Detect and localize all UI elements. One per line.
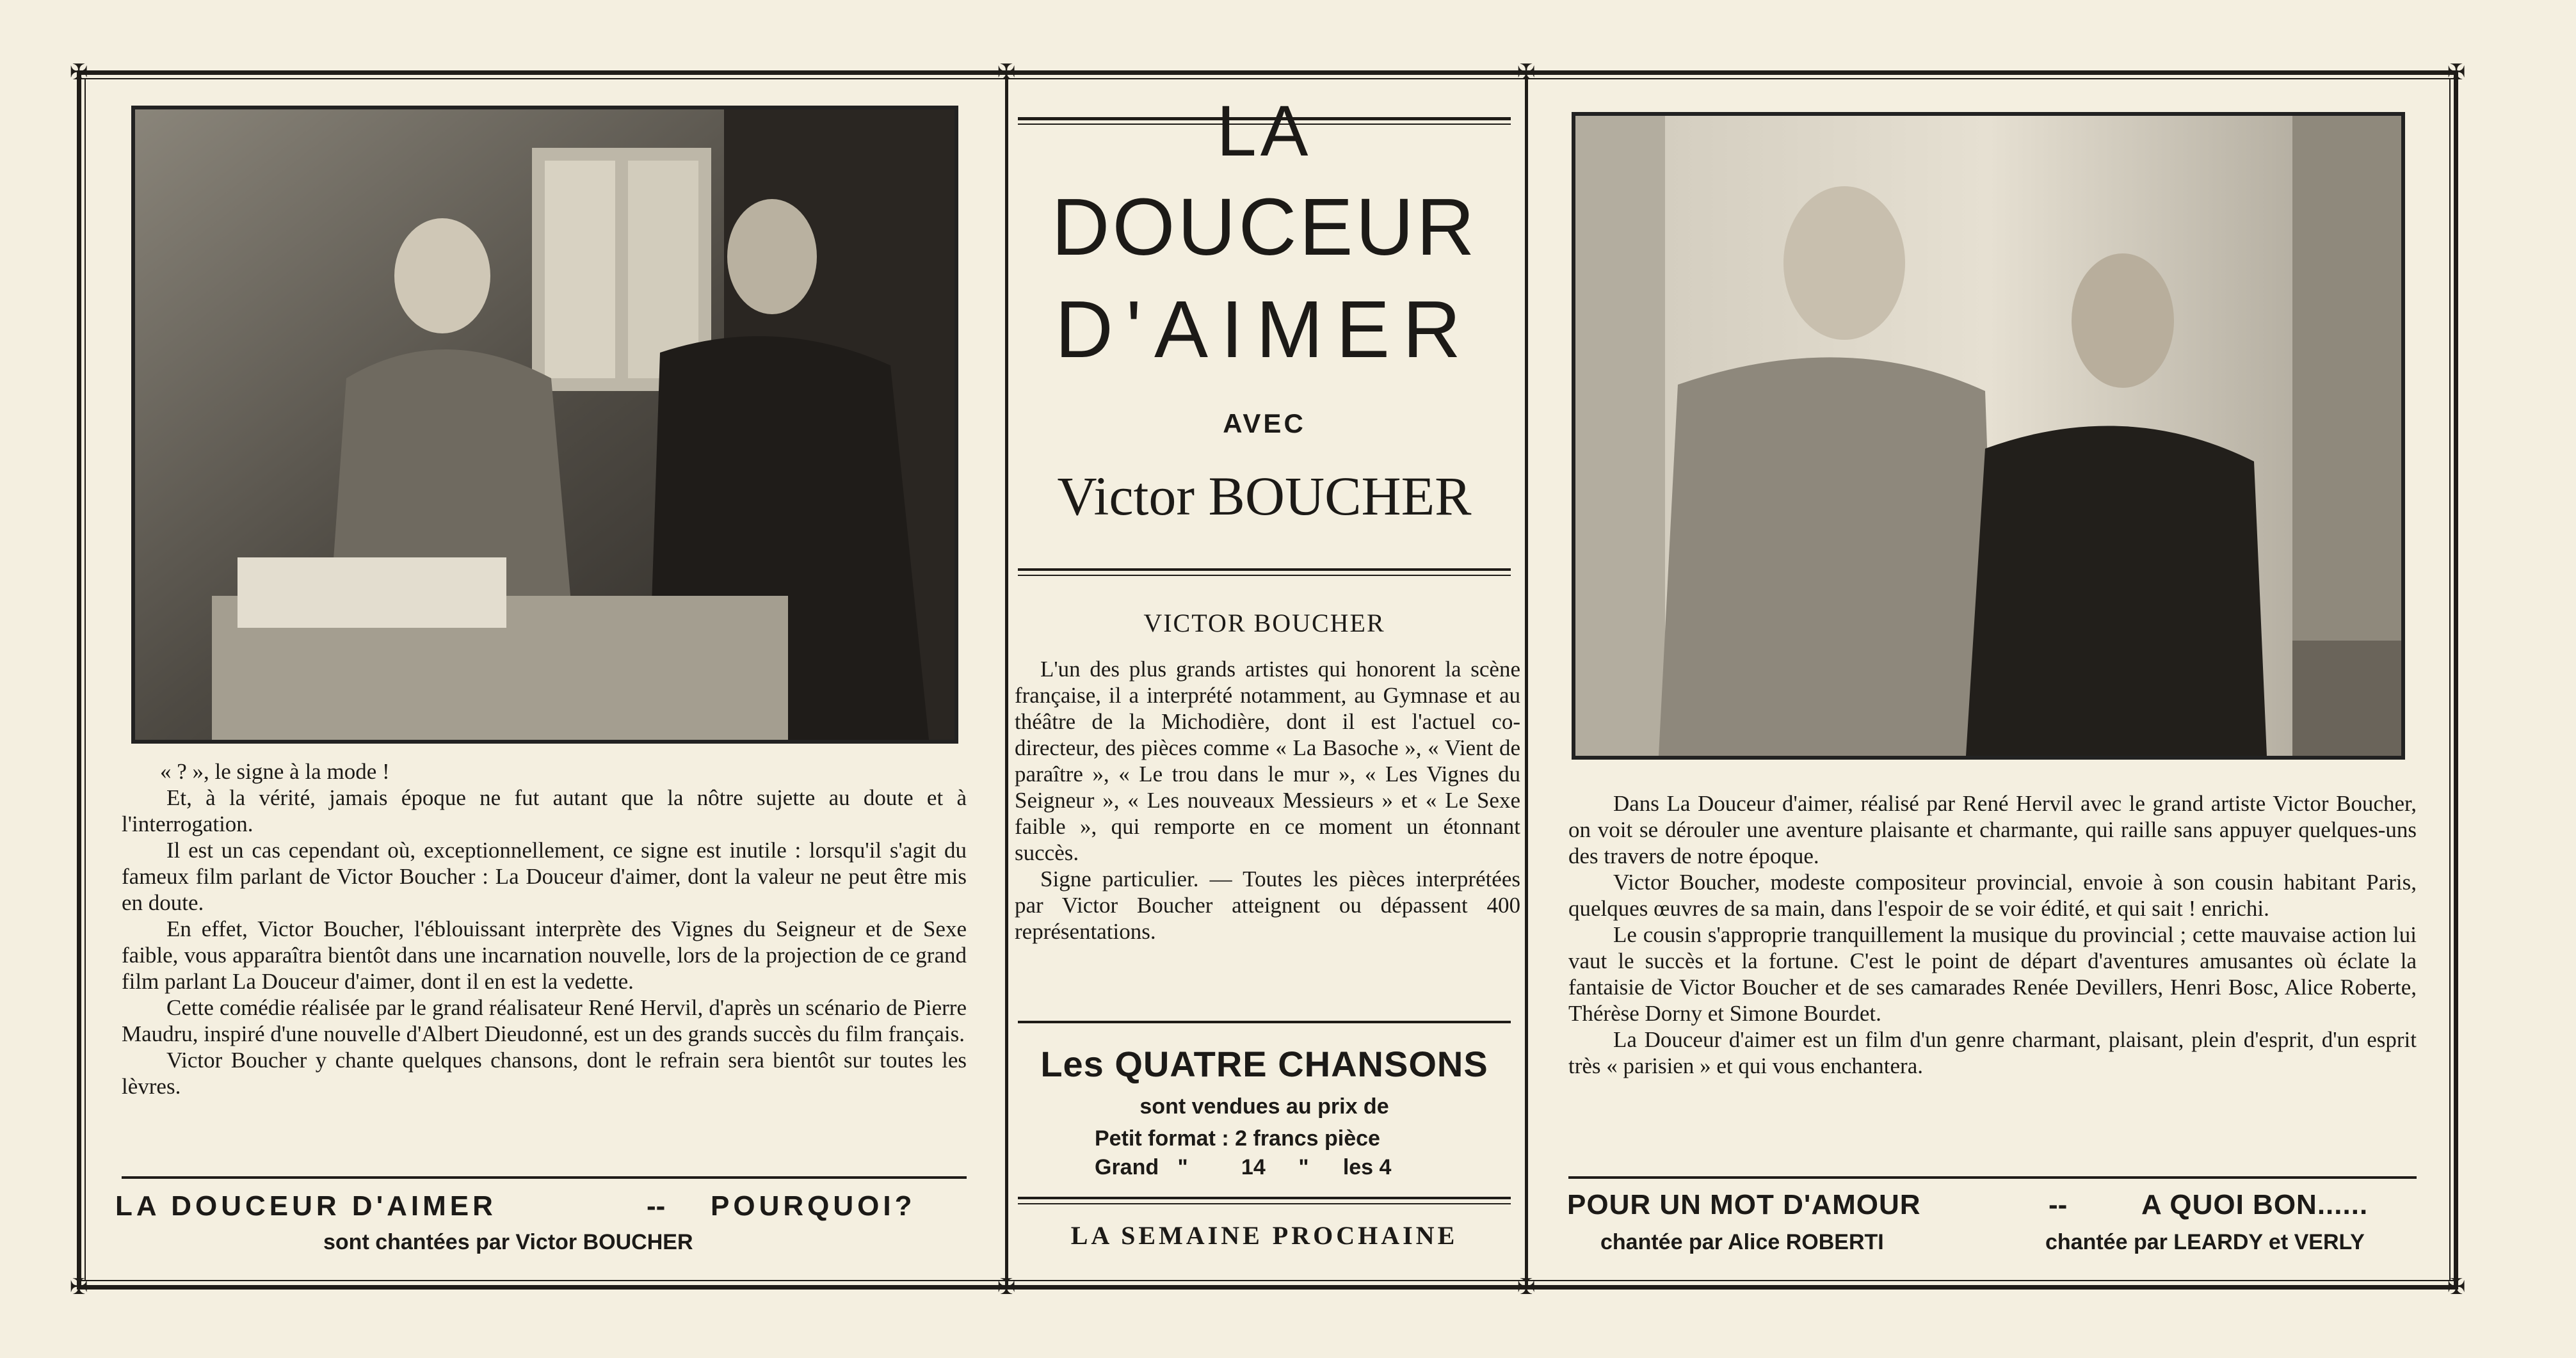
center-bio-paragraph: L'un des plus grands artistes qui honorent la scène française, il a interprété notamment, au Gymnase et au théâtre de la Michodière, dont il est l'actuel co-directeur, des pièces comme « La Basoche », « Vient de paraître », « Le trou dans le mur », « Les Vignes du Seigneur », « Les nouveaux Messieurs » et « Le Sexe faible », qui remporte en ce moment un étonnant succès. xyxy=(1015,657,1520,865)
center-rule-3b xyxy=(1018,1203,1511,1204)
corner-ornament-icon: ✠ xyxy=(2447,1274,2466,1300)
frame-bottom xyxy=(77,1285,2458,1290)
column-divider-right xyxy=(1525,77,1528,1285)
price-petit-row xyxy=(1095,1126,1380,1151)
left-paragraph: Et, à la vérité, jamais époque ne fut autant que la nôtre sujette au doute et à l'interrogation. xyxy=(122,785,967,836)
price-ditto: " xyxy=(1177,1155,1188,1179)
center-bio-paragraph: Signe particulier. — Toutes les pièces interprétées par Victor Boucher atteignent ou dépassent 400 représentations. xyxy=(1015,867,1520,944)
right-paragraph: Dans La Douceur d'aimer, réalisé par René Hervil avec le grand artiste Victor Boucher, on voit se dérouler une aventure plaisante et charmante, qui raille sans appuyer quelques-uns des travers de notre époque. xyxy=(1568,791,2417,868)
center-rule-2 xyxy=(1018,1021,1511,1023)
right-song-dash: -- xyxy=(2049,1189,2068,1220)
corner-ornament-icon: ✠ xyxy=(2447,60,2466,85)
right-film-still xyxy=(1572,112,2405,760)
right-article xyxy=(1568,790,2417,1079)
center-rule-3 xyxy=(1018,1197,1511,1199)
right-paragraph: La Douceur d'aimer est un film d'un genre charmant, plaisant, plein d'esprit, d'un esprit très « parisien » et qui vous enchantera. xyxy=(1568,1027,2417,1078)
left-song-rule xyxy=(122,1176,967,1179)
left-paragraph: Cette comédie réalisée par le grand réalisateur René Hervil, d'après un scénario de Pierre Maudru, inspiré d'une nouvelle d'Albert Dieudonné, est un des grands succès du film français. xyxy=(122,995,967,1046)
film-still-photo-icon xyxy=(1575,116,2401,756)
center-title-douceur: DOUCEUR xyxy=(1051,182,1477,272)
next-week-label: LA SEMAINE PROCHAINE xyxy=(1070,1221,1458,1250)
right-song-title-2: A QUOI BON...... xyxy=(2141,1189,2369,1220)
center-bio-heading: VICTOR BOUCHER xyxy=(1143,609,1385,637)
center-bio xyxy=(1015,656,1520,945)
right-paragraph: Victor Boucher, modeste compositeur provincial, envoie à son cousin habitant Paris, quelques œuvres de sa main, dans l'espoir de se voir édité, et qui sait ! enrichi. xyxy=(1568,870,2417,921)
divider-ornament-icon: ✠ xyxy=(997,60,1016,85)
right-song-title-1: POUR UN MOT D'AMOUR xyxy=(1567,1189,1921,1220)
divider-ornament-icon: ✠ xyxy=(1517,1274,1536,1300)
center-avec: AVEC xyxy=(1223,408,1306,438)
left-paragraph: En effet, Victor Boucher, l'éblouissant interprète des Vignes du Seigneur et de Sexe faible, vous apparaîtra bientôt dans une incarnation nouvelle, lors de la projection de ce grand film parlant La Douceur d'aimer, dont il en est la vedette. xyxy=(122,916,967,994)
film-still-photo-icon xyxy=(135,109,954,740)
left-song-dash: -- xyxy=(647,1190,666,1222)
frame-top-inner xyxy=(77,78,2458,79)
corner-ornament-icon: ✠ xyxy=(69,60,88,85)
frame-right xyxy=(2454,70,2458,1290)
center-rule-1 xyxy=(1018,568,1511,571)
divider-ornament-icon: ✠ xyxy=(1517,60,1536,85)
frame-left xyxy=(77,70,81,1290)
price-grand-row xyxy=(1095,1155,1391,1180)
chansons-subtitle: sont vendues au prix de xyxy=(1139,1094,1389,1119)
left-song-credit: sont chantées par Victor BOUCHER xyxy=(323,1230,693,1254)
right-song-credit-2: chantée par LEARDY et VERLY xyxy=(2045,1230,2365,1254)
chansons-title: Les QUATRE CHANSONS xyxy=(1040,1044,1488,1084)
center-rule-1b xyxy=(1018,575,1511,576)
divider-ornament-icon: ✠ xyxy=(997,1274,1016,1300)
frame-top xyxy=(77,70,2458,75)
center-title-la: LA xyxy=(1216,91,1312,171)
frame-bottom-inner xyxy=(77,1280,2458,1281)
right-song-rule xyxy=(1568,1176,2417,1179)
price-grand-label: Grand xyxy=(1095,1155,1159,1179)
left-paragraph: Victor Boucher y chante quelques chansons, dont le refrain sera bientôt sur toutes les lèvres. xyxy=(122,1048,967,1099)
price-ditto: " xyxy=(1298,1155,1309,1179)
column-divider-left xyxy=(1005,77,1008,1285)
corner-ornament-icon: ✠ xyxy=(69,1274,88,1300)
frame-right-inner xyxy=(2449,78,2451,1281)
left-article xyxy=(122,758,967,1099)
price-grand-unit: les 4 xyxy=(1342,1155,1392,1179)
left-song-title-2: POURQUOI? xyxy=(711,1190,916,1222)
left-film-still xyxy=(131,106,958,744)
price-petit-value: 2 francs pièce xyxy=(1235,1126,1380,1151)
frame-left-inner xyxy=(85,78,86,1281)
price-petit-label: Petit format : xyxy=(1095,1126,1229,1151)
right-song-credit-1: chantée par Alice ROBERTI xyxy=(1600,1230,1884,1254)
center-star-name: Victor BOUCHER xyxy=(1057,465,1472,527)
left-paragraph: Il est un cas cependant où, exceptionnellement, ce signe est inutile : lorsqu'il s'agit du fameux film parlant de Victor Boucher : La Douceur d'aimer, dont la valeur ne peut être mis en doute. xyxy=(122,838,967,915)
price-grand-value: 14 xyxy=(1241,1155,1266,1179)
center-title-daimer: D'AIMER xyxy=(1054,284,1474,374)
right-paragraph: Le cousin s'approprie tranquillement la musique du provincial ; cette mauvaise action lui vaut le succès et la fortune. C'est le point de départ d'aventures amusantes où éclate la fantaisie de Victor Boucher et de ses camarades Renée Devillers, Henri Bosc, Alice Roberte, Thérèse Dorny et Simone Bourdet. xyxy=(1568,922,2417,1026)
left-paragraph: « ? », le signe à la mode ! xyxy=(160,759,390,784)
left-song-title-1: LA DOUCEUR D'AIMER xyxy=(115,1190,497,1222)
